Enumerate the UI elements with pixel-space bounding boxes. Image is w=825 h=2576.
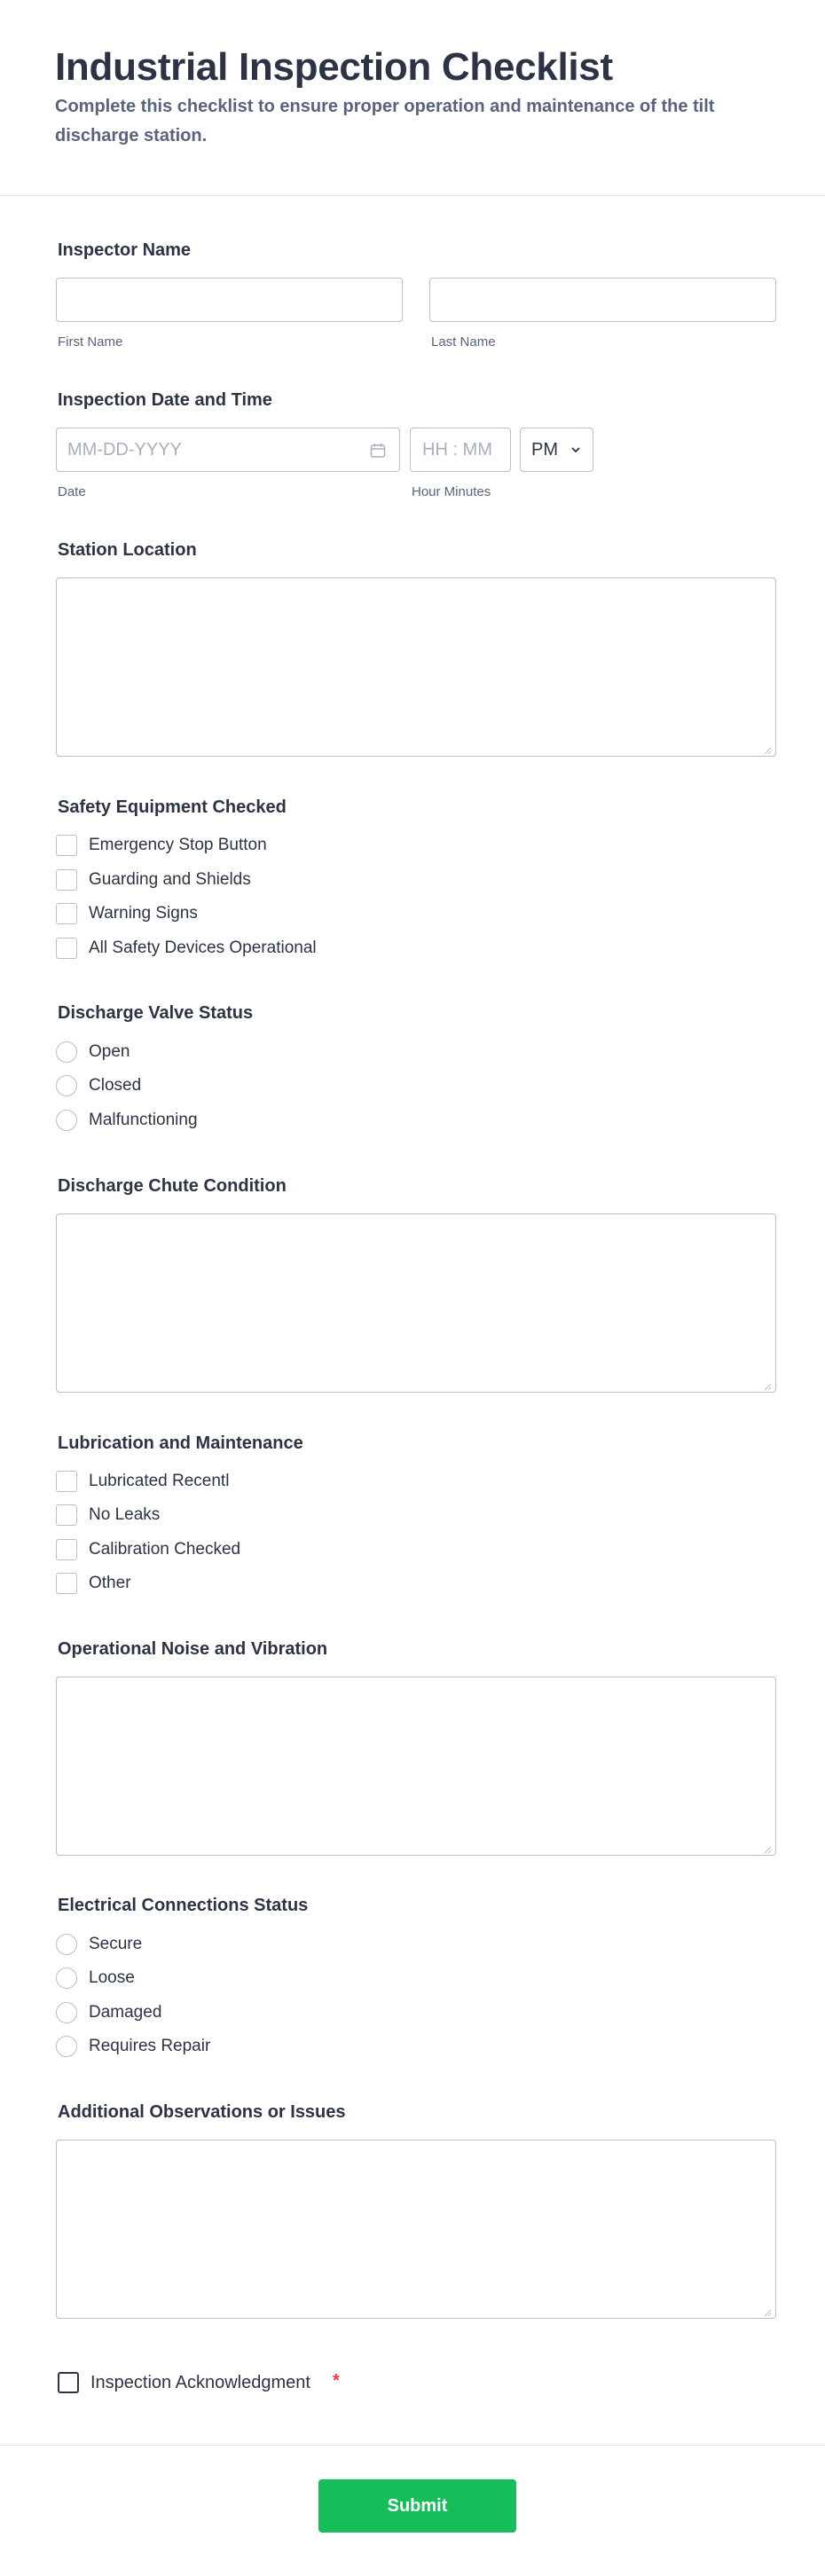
safety-equipment-label: Safety Equipment Checked (58, 797, 287, 817)
radio-label: Requires Repair (89, 2037, 211, 2055)
date-placeholder: MM-DD-YYYY (67, 440, 182, 459)
checkbox[interactable] (56, 1539, 77, 1560)
checkbox[interactable] (56, 903, 77, 924)
checkbox[interactable] (56, 938, 77, 959)
lubrication-label: Lubrication and Maintenance (58, 1433, 303, 1453)
date-input[interactable] (56, 428, 400, 472)
checkbox-label: Guarding and Shields (89, 870, 251, 889)
submit-button[interactable]: Submit (318, 2479, 516, 2533)
radio-button[interactable] (56, 1075, 77, 1096)
acknowledgment-checkbox[interactable] (58, 2372, 79, 2393)
ampm-select[interactable] (520, 428, 593, 472)
radio-button[interactable] (56, 2036, 77, 2057)
checkbox[interactable] (56, 1471, 77, 1492)
radio-label: Loose (89, 1968, 135, 1987)
electrical-label: Electrical Connections Status (58, 1896, 309, 1915)
checkbox[interactable] (56, 1504, 77, 1526)
checkbox[interactable] (56, 1573, 77, 1594)
radio-button[interactable] (56, 1041, 77, 1063)
radio-label: Malfunctioning (89, 1111, 198, 1129)
inspection-datetime-label: Inspection Date and Time (58, 390, 272, 410)
calendar-icon[interactable] (369, 442, 387, 459)
last-name-sublabel: Last Name (431, 334, 496, 349)
chevron-down-icon (570, 444, 582, 456)
radio-label: Secure (89, 1935, 143, 1953)
additional-observations-label: Additional Observations or Issues (58, 2102, 346, 2122)
radio-button[interactable] (56, 1967, 77, 1989)
checkbox-label: Calibration Checked (89, 1540, 241, 1559)
time-input[interactable] (410, 428, 511, 472)
date-sublabel: Date (58, 484, 86, 499)
time-sublabel: Hour Minutes (412, 484, 491, 499)
discharge-chute-textarea[interactable] (56, 1213, 776, 1393)
discharge-valve-label: Discharge Valve Status (58, 1003, 254, 1023)
resize-grip-icon[interactable] (763, 2305, 772, 2314)
additional-observations-textarea[interactable] (56, 2140, 776, 2319)
ampm-selected-value: PM (531, 440, 558, 459)
form-subtitle: Complete this checklist to ensure proper operation and maintenance of the tilt discharge station. (55, 97, 715, 145)
time-placeholder: HH : MM (422, 440, 492, 459)
footer-divider (0, 2445, 825, 2446)
discharge-chute-label: Discharge Chute Condition (58, 1176, 287, 1196)
radio-button[interactable] (56, 1934, 77, 1955)
radio-button[interactable] (56, 2002, 77, 2023)
checkbox-label: No Leaks (89, 1505, 161, 1524)
last-name-input[interactable] (429, 278, 776, 322)
first-name-input[interactable] (56, 278, 403, 322)
radio-label: Damaged (89, 2003, 162, 2022)
form-header (0, 0, 825, 196)
checkbox[interactable] (56, 835, 77, 856)
resize-grip-icon[interactable] (763, 743, 772, 752)
checkbox-label: Warning Signs (89, 904, 198, 923)
acknowledgment-label: Inspection Acknowledgment (90, 2373, 310, 2392)
form-title: Industrial Inspection Checklist (55, 45, 613, 89)
radio-label: Closed (89, 1076, 142, 1095)
checkbox-label: Other (89, 1574, 131, 1592)
radio-button[interactable] (56, 1110, 77, 1131)
checkbox-label: Lubricated Recentl (89, 1472, 230, 1490)
noise-vibration-label: Operational Noise and Vibration (58, 1639, 328, 1659)
station-location-textarea[interactable] (56, 577, 776, 757)
first-name-sublabel: First Name (58, 334, 123, 349)
radio-label: Open (89, 1042, 130, 1061)
resize-grip-icon[interactable] (763, 1379, 772, 1388)
resize-grip-icon[interactable] (763, 1842, 772, 1851)
required-asterisk: * (333, 2371, 340, 2391)
checkbox-label: Emergency Stop Button (89, 836, 267, 854)
station-location-label: Station Location (58, 540, 197, 560)
checkbox[interactable] (56, 869, 77, 891)
noise-vibration-textarea[interactable] (56, 1677, 776, 1856)
inspector-name-label: Inspector Name (58, 240, 192, 260)
checkbox-label: All Safety Devices Operational (89, 939, 317, 957)
